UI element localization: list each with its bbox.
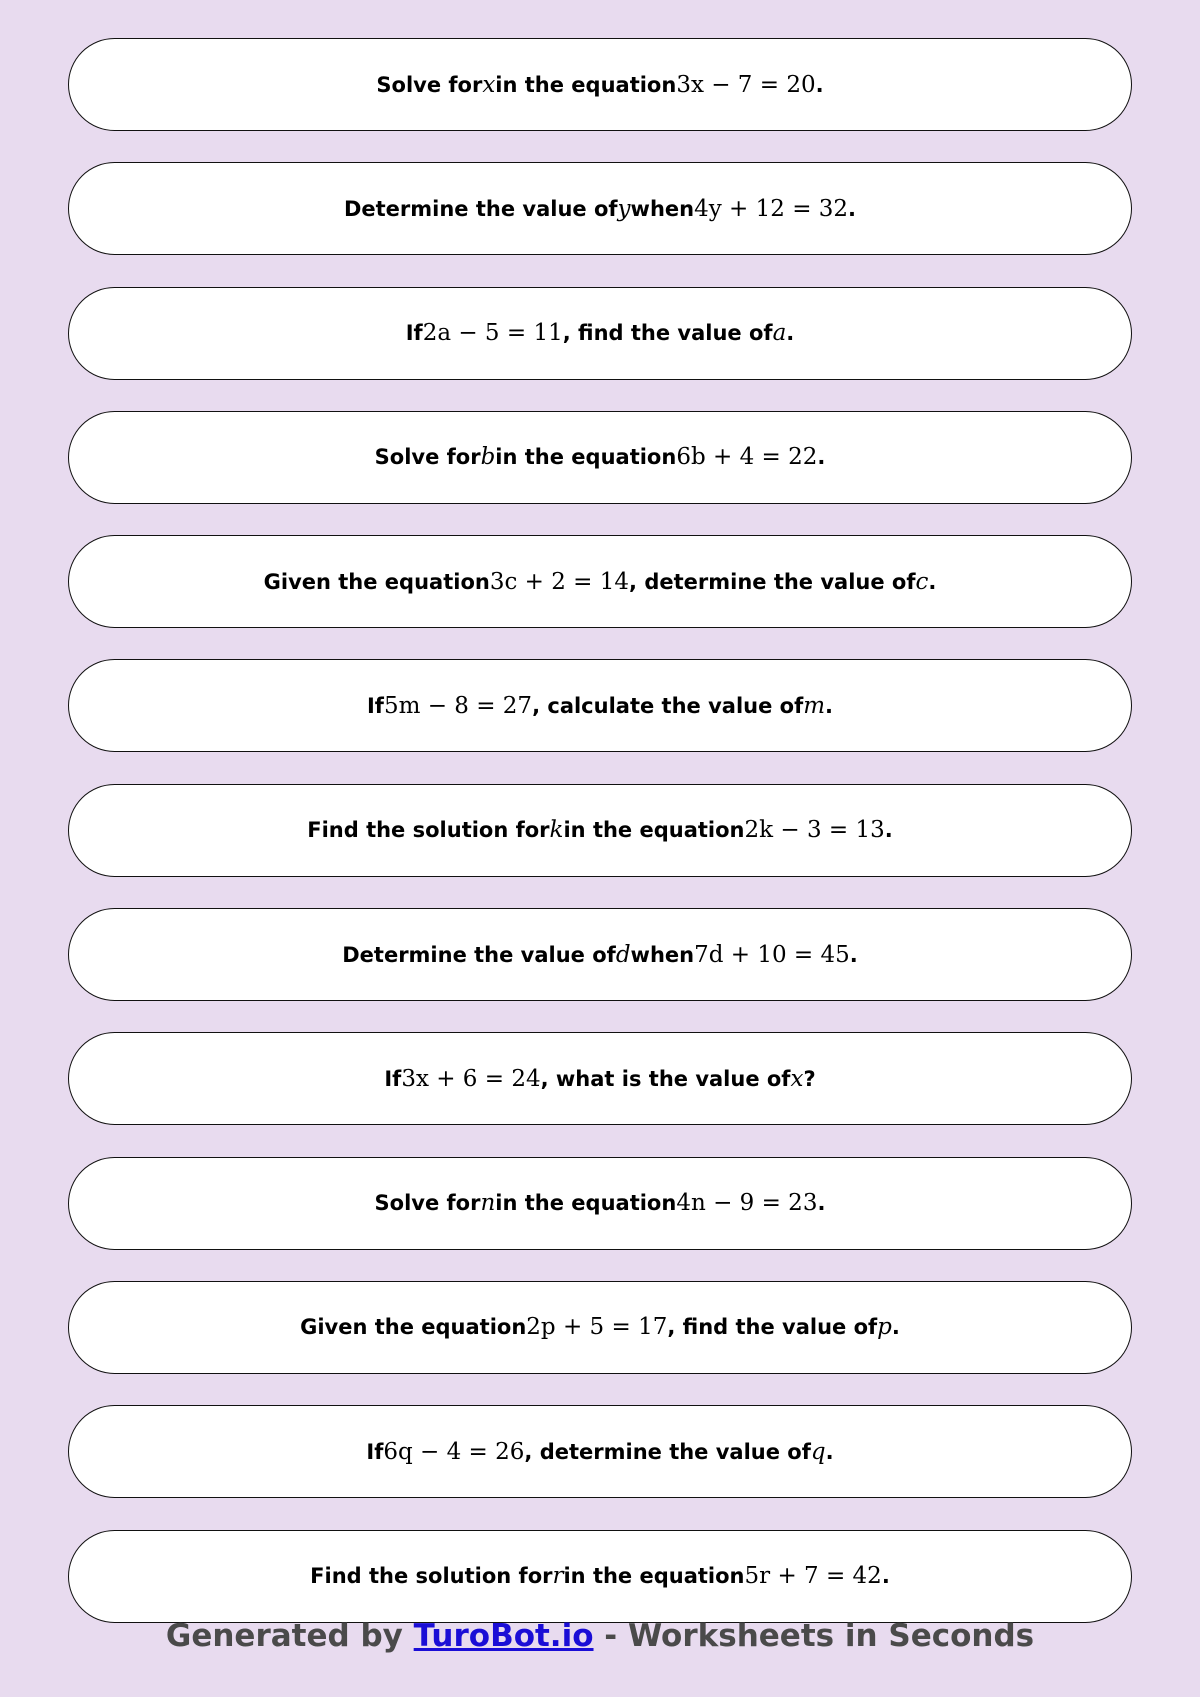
problem-card — [68, 1032, 1132, 1125]
problem-text: ? — [803, 1066, 816, 1091]
problem-text: Solve for — [374, 445, 481, 470]
turobot-link[interactable]: TuroBot.io — [413, 1618, 594, 1654]
problem-text: Determine the value of — [343, 196, 618, 221]
problem-text: in the equation — [563, 818, 745, 843]
problem-text: . — [891, 1315, 900, 1340]
problem-text: . — [825, 693, 834, 718]
problem-text: in the equation — [495, 1191, 677, 1216]
problem-text: . — [786, 321, 795, 346]
problem-text: . — [817, 1191, 826, 1216]
problem-card — [68, 535, 1132, 628]
problem-card — [68, 1281, 1132, 1374]
problem-text: If — [384, 1066, 402, 1091]
equation: 6b + 4 = 22 — [676, 444, 818, 471]
footer — [0, 1618, 1200, 1654]
problem-card — [68, 162, 1132, 255]
problem-text: . — [817, 445, 826, 470]
problem-text: Given the equation — [263, 569, 490, 594]
problem-text: If — [366, 1439, 384, 1464]
problem-card — [68, 411, 1132, 504]
variable: x — [790, 1065, 804, 1092]
variable: b — [480, 444, 496, 471]
problem-text: Given the equation — [300, 1315, 527, 1340]
problem-text: Solve for — [374, 1191, 481, 1216]
equation: 3x − 7 = 20 — [676, 71, 816, 98]
equation: 2k − 3 = 13 — [744, 817, 885, 844]
footer-prefix: Generated by — [165, 1618, 414, 1654]
problem-text: . — [849, 942, 858, 967]
problem-card — [68, 1405, 1132, 1498]
problem-text: . — [848, 196, 857, 221]
equation: 4n − 9 = 23 — [676, 1190, 818, 1217]
equation: 3x + 6 = 24 — [401, 1065, 541, 1092]
problem-text: Find the solution for — [310, 1564, 553, 1589]
problem-text: If — [366, 693, 384, 718]
variable: r — [552, 1563, 564, 1590]
problem-text: , determine the value of — [524, 1439, 811, 1464]
problem-text: . — [815, 72, 824, 97]
problem-text: , find the value of — [562, 321, 773, 346]
problem-list — [68, 38, 1132, 1654]
footer-suffix: - Worksheets in Seconds — [593, 1618, 1035, 1654]
problem-text: . — [825, 1439, 834, 1464]
variable: c — [915, 568, 929, 595]
problem-text: in the equation — [563, 1564, 745, 1589]
problem-card — [68, 1530, 1132, 1623]
equation: 2a − 5 = 11 — [422, 320, 563, 347]
problem-text: . — [928, 569, 937, 594]
variable: q — [810, 1438, 826, 1465]
problem-text: Solve for — [376, 72, 483, 97]
problem-text: , find the value of — [667, 1315, 878, 1340]
equation: 7d + 10 = 45 — [694, 941, 850, 968]
problem-text: , determine the value of — [629, 569, 916, 594]
problem-card — [68, 287, 1132, 380]
variable: a — [772, 320, 787, 347]
problem-text: Find the solution for — [307, 818, 550, 843]
variable: x — [482, 71, 496, 98]
variable: p — [877, 1314, 892, 1341]
variable: k — [549, 817, 564, 844]
equation: 3c + 2 = 14 — [489, 568, 630, 595]
problem-card — [68, 908, 1132, 1001]
problem-card — [68, 784, 1132, 877]
problem-text: , what is the value of — [540, 1066, 791, 1091]
problem-text: . — [881, 1564, 890, 1589]
variable: n — [480, 1190, 496, 1217]
problem-card — [68, 659, 1132, 752]
equation: 4y + 12 = 32 — [694, 195, 849, 222]
equation: 5r + 7 = 42 — [744, 1563, 882, 1590]
problem-text: Determine the value of — [342, 942, 616, 967]
variable: y — [617, 195, 631, 222]
variable: m — [803, 692, 826, 719]
equation: 5m − 8 = 27 — [383, 692, 533, 719]
problem-card — [68, 1157, 1132, 1250]
variable: d — [615, 941, 631, 968]
problem-card — [68, 38, 1132, 131]
equation: 2p + 5 = 17 — [526, 1314, 668, 1341]
problem-text: , calculate the value of — [532, 693, 804, 718]
problem-text: in the equation — [495, 72, 677, 97]
problem-text: If — [405, 321, 423, 346]
problem-text: when — [630, 942, 695, 967]
problem-text: in the equation — [495, 445, 677, 470]
equation: 6q − 4 = 26 — [383, 1438, 525, 1465]
problem-text: . — [884, 818, 893, 843]
problem-text: when — [630, 196, 695, 221]
